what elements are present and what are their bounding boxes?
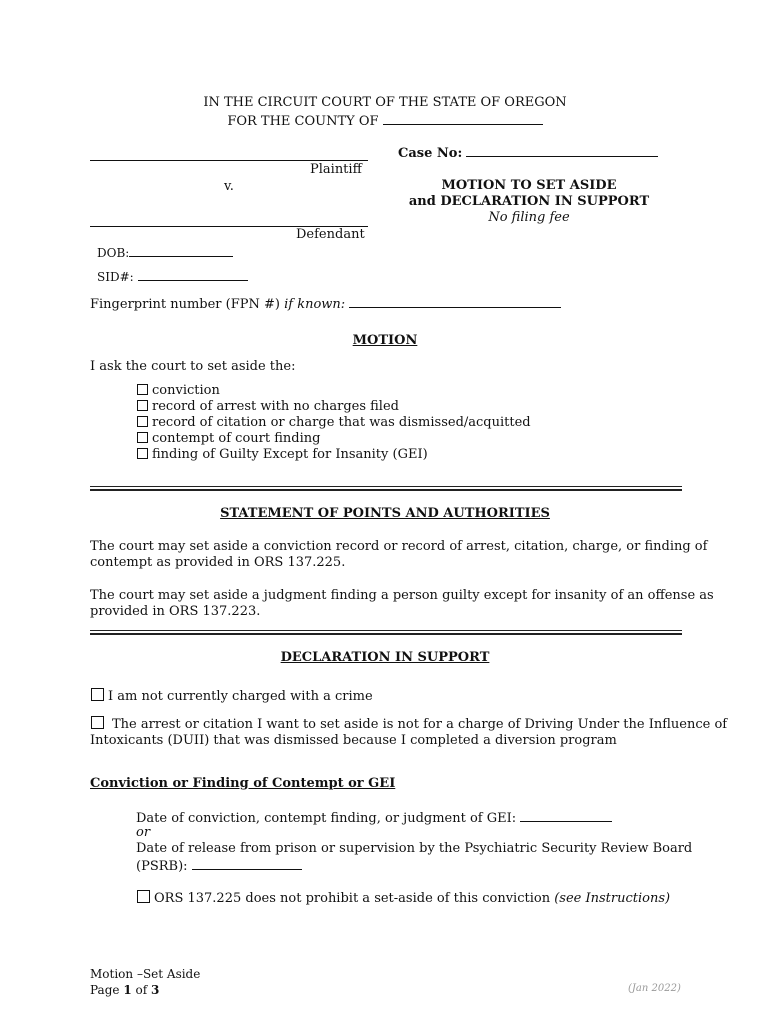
footer-form-name: Motion –Set Aside — [90, 967, 201, 981]
page-prefix: Page — [90, 983, 120, 997]
conviction-date-label: Date of conviction, contempt finding, or judgment of GEI: — [136, 811, 517, 826]
points-para2-line1: The court may set aside a judgment finding a person guilty except for insanity of an offense as — [90, 588, 714, 603]
court-header-line2 — [0, 112, 770, 129]
dob-field[interactable] — [129, 244, 233, 257]
section-divider — [90, 630, 682, 635]
declaration-item-not-charged[interactable] — [91, 688, 373, 704]
release-date-field[interactable] — [192, 857, 302, 870]
checkbox[interactable] — [137, 416, 148, 427]
checkbox[interactable] — [91, 688, 104, 701]
ors-check-row[interactable] — [137, 890, 670, 906]
checkbox[interactable] — [137, 890, 150, 903]
county-label: FOR THE COUNTY OF — [227, 114, 379, 129]
defendant-label: Defendant — [296, 227, 365, 242]
motion-option-arrest[interactable] — [137, 399, 399, 414]
motion-option-citation[interactable] — [137, 415, 531, 430]
case-no-field[interactable] — [466, 144, 658, 157]
no-filing-fee: No filing fee — [488, 210, 570, 225]
motion-heading: MOTION — [352, 333, 418, 348]
declaration-item-duii[interactable] — [91, 716, 727, 732]
declaration-heading: DECLARATION IN SUPPORT — [280, 650, 490, 665]
ors-check-label: ORS 137.225 does not prohibit a set-aside of this conviction — [154, 891, 551, 906]
release-row — [136, 857, 302, 874]
fingerprint-row — [90, 295, 561, 312]
checkbox[interactable] — [137, 448, 148, 459]
form-title-line1: MOTION TO SET ASIDE — [441, 178, 617, 193]
footer-page-number — [90, 983, 159, 997]
fingerprint-label: Fingerprint number (FPN #) — [90, 297, 280, 312]
item-label: I am not currently charged with a crime — [108, 689, 373, 704]
option-label: contempt of court finding — [152, 431, 321, 446]
checkbox[interactable] — [137, 432, 148, 443]
option-label: record of citation or charge that was dismissed/acquitted — [152, 415, 531, 430]
conviction-date-row — [136, 809, 612, 826]
page-total: 3 — [151, 983, 160, 997]
footer-revision: (Jan 2022) — [628, 983, 681, 994]
points-para2-line2: provided in ORS 137.223. — [90, 604, 261, 619]
or-label: or — [136, 825, 151, 840]
points-heading: STATEMENT OF POINTS AND AUTHORITIES — [220, 506, 550, 521]
sid-label: SID#: — [97, 270, 134, 284]
court-header-line1: IN THE CIRCUIT COURT OF THE STATE OF OREGON — [203, 95, 567, 110]
release-label: (PSRB): — [136, 859, 188, 874]
county-field[interactable] — [383, 112, 543, 125]
fingerprint-field[interactable] — [349, 295, 561, 308]
option-label: record of arrest with no charges filed — [152, 399, 399, 414]
page-current: 1 — [123, 983, 132, 997]
plaintiff-label: Plaintiff — [310, 162, 362, 177]
declaration-item-duii-line2: Intoxicants (DUII) that was dismissed because I completed a diversion program — [90, 733, 617, 748]
option-label: finding of Guilty Except for Insanity (GEI) — [152, 447, 428, 462]
checkbox[interactable] — [137, 400, 148, 411]
checkbox[interactable] — [137, 384, 148, 395]
checkbox[interactable] — [91, 716, 104, 729]
dob-label: DOB: — [97, 246, 130, 260]
form-title-line2: and DECLARATION IN SUPPORT — [408, 194, 650, 209]
page-of: of — [135, 983, 148, 997]
dob-row — [97, 244, 233, 260]
release-line1: Date of release from prison or supervision by the Psychiatric Security Review Board — [136, 841, 693, 856]
sid-row — [97, 268, 248, 284]
case-no-label: Case No: — [398, 146, 463, 161]
motion-option-conviction[interactable] — [137, 383, 220, 398]
versus-label: v. — [224, 179, 234, 194]
conviction-heading: Conviction or Finding of Contempt or GEI — [90, 776, 396, 791]
item-label-line1: The arrest or citation I want to set aside is not for a charge of Driving Under the Influence of — [112, 717, 728, 732]
see-instructions: (see Instructions) — [554, 891, 671, 906]
motion-intro: I ask the court to set aside the: — [90, 359, 296, 374]
points-para1-line2: contempt as provided in ORS 137.225. — [90, 555, 346, 570]
points-para1-line1: The court may set aside a conviction record or record of arrest, citation, charge, or finding of — [90, 539, 708, 554]
sid-field[interactable] — [138, 268, 248, 281]
case-no-row — [398, 144, 658, 161]
plaintiff-name-line[interactable] — [90, 160, 368, 161]
conviction-date-field[interactable] — [520, 809, 612, 822]
fingerprint-if-known: if known: — [284, 297, 346, 312]
option-label: conviction — [152, 383, 220, 398]
section-divider — [90, 486, 682, 491]
motion-option-gei[interactable] — [137, 447, 428, 462]
motion-option-contempt[interactable] — [137, 431, 320, 446]
